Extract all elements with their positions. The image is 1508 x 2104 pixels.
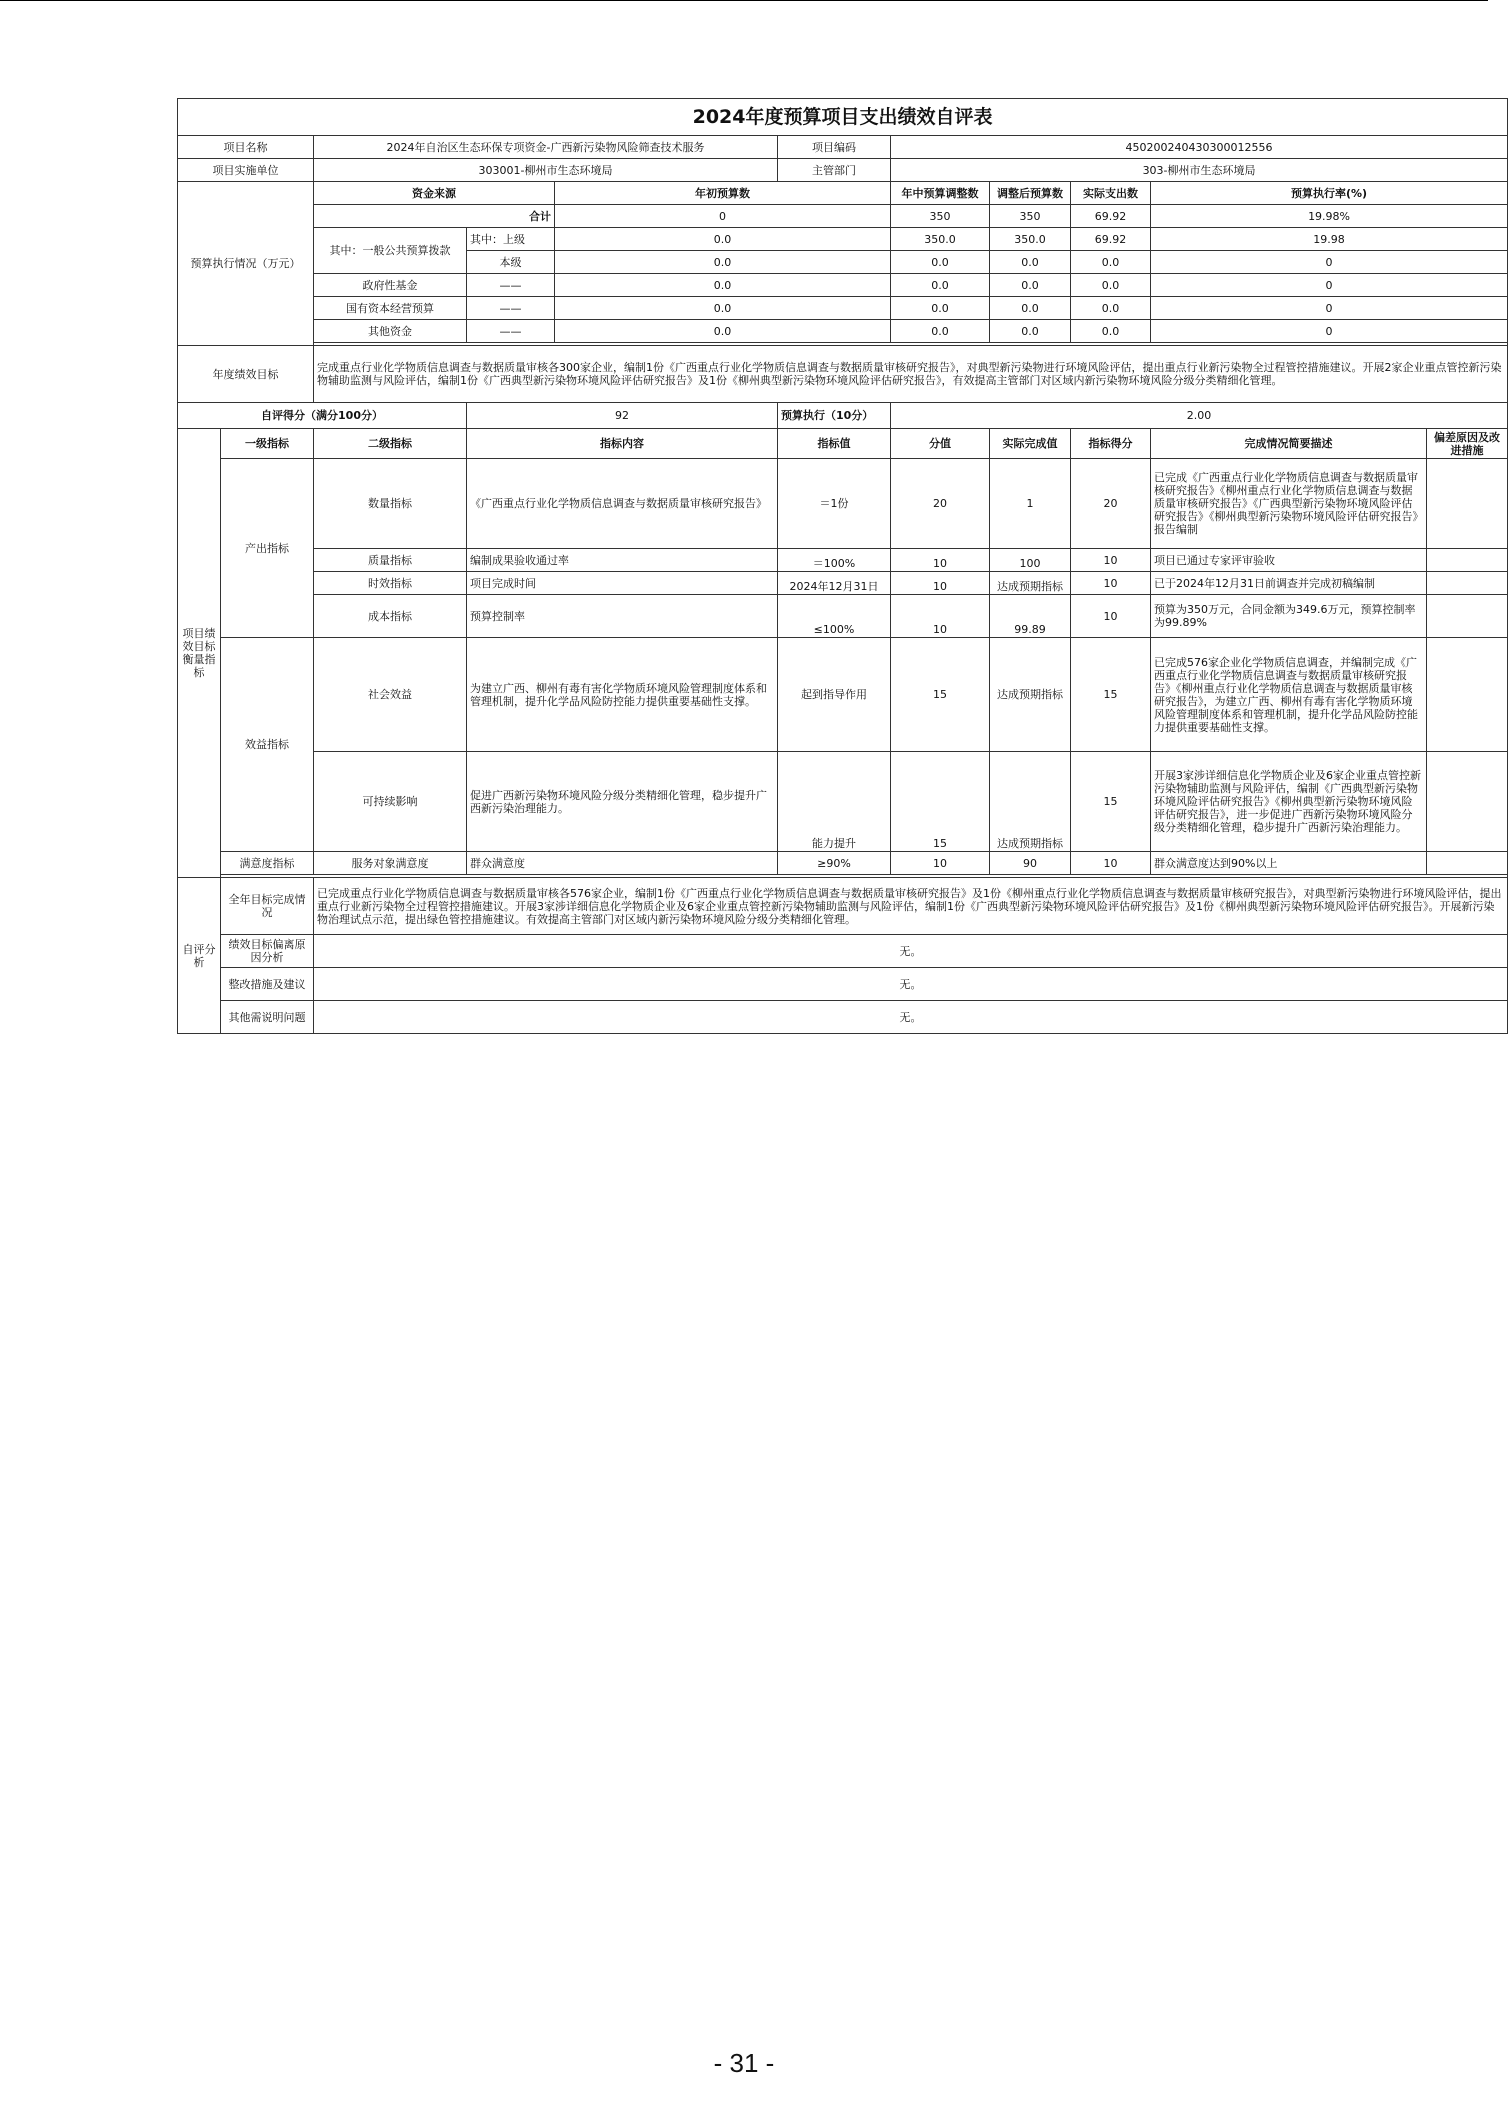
budget-state-capital-rate: 0 bbox=[1151, 297, 1508, 320]
ind-weight-sustainable: 15 bbox=[891, 752, 990, 852]
ind-header-weight: 分值 bbox=[891, 429, 990, 459]
budget-local-label: 本级 bbox=[467, 251, 555, 274]
budget-header-adjusted: 调整后预算数 bbox=[990, 182, 1071, 205]
satisfaction-indicator-label: 满意度指标 bbox=[221, 852, 314, 875]
ind-header-actual: 实际完成值 bbox=[990, 429, 1071, 459]
budget-total-adjusted: 350 bbox=[990, 205, 1071, 228]
budget-exec-score-label: 预算执行（10分） bbox=[778, 403, 891, 429]
budget-fund-actual: 0.0 bbox=[1071, 274, 1151, 297]
top-border-line bbox=[0, 0, 1488, 1]
budget-local-rate: 0 bbox=[1151, 251, 1508, 274]
ind-header-description: 完成情况简要描述 bbox=[1151, 429, 1427, 459]
ind-target-timeliness: 2024年12月31日 bbox=[778, 572, 891, 595]
ind-weight-social: 15 bbox=[891, 638, 990, 752]
analysis-other-text: 无。 bbox=[314, 1001, 1508, 1034]
ind-dev-social bbox=[1427, 638, 1508, 752]
analysis-rectification-text: 无。 bbox=[314, 968, 1508, 1001]
budget-other-dash: —— bbox=[467, 320, 555, 343]
budget-fund-rate: 0 bbox=[1151, 274, 1508, 297]
performance-evaluation-form bbox=[177, 98, 1502, 1034]
ind-score-quantity: 20 bbox=[1071, 459, 1151, 549]
budget-other-initial: 0.0 bbox=[555, 320, 891, 343]
annual-goal-text: 完成重点行业化学物质信息调查与数据质量审核各300家企业，编制1份《广西重点行业化学物质信息调查与数据质量审核研究报告》，对典型新污染物进行环境风险评估，提出重点行业新污染物全过程管控措施建议。开展2家企业重点管控新污染物辅助监测与风险评估，编制1份《广西典型新污染物环境风险评估研究报告》及1份《柳州典型新污染物环境风险评估研究报告》，有效提高主管部门对区域内新污染物环境风险分级分类精细化管理。 bbox=[314, 346, 1508, 403]
evaluation-table bbox=[177, 98, 1508, 1034]
budget-section-label: 预算执行情况（万元） bbox=[178, 182, 314, 346]
ind-target-quality: ＝100% bbox=[778, 549, 891, 572]
ind-l2-social: 社会效益 bbox=[314, 638, 467, 752]
budget-local-initial: 0.0 bbox=[555, 251, 891, 274]
ind-actual-timeliness: 达成预期指标 bbox=[990, 572, 1071, 595]
implementing-unit-label: 项目实施单位 bbox=[178, 159, 314, 182]
ind-header-level2: 二级指标 bbox=[314, 429, 467, 459]
benefit-indicator-label: 效益指标 bbox=[221, 638, 314, 852]
budget-fund-initial: 0.0 bbox=[555, 274, 891, 297]
ind-desc-quality: 项目已通过专家评审验收 bbox=[1151, 549, 1427, 572]
ind-l2-cost: 成本指标 bbox=[314, 595, 467, 638]
analysis-deviation-label: 绩效目标偏离原因分析 bbox=[221, 935, 314, 968]
budget-local-actual: 0.0 bbox=[1071, 251, 1151, 274]
budget-other-adjusted: 0.0 bbox=[990, 320, 1071, 343]
ind-desc-quantity: 已完成《广西重点行业化学物质信息调查与数据质量审核研究报告》《柳州重点行业化学物质信息调查与数据质量审核研究报告》《广西典型新污染物环境风险评估研究报告》《柳州典型新污染物环境风险评估研究报告》报告编制 bbox=[1151, 459, 1427, 549]
budget-local-adjustment: 0.0 bbox=[891, 251, 990, 274]
budget-fund-label: 政府性基金 bbox=[314, 274, 467, 297]
budget-other-label: 其他资金 bbox=[314, 320, 467, 343]
budget-header-actual: 实际支出数 bbox=[1071, 182, 1151, 205]
analysis-completion-label: 全年目标完成情况 bbox=[221, 878, 314, 935]
ind-header-target: 指标值 bbox=[778, 429, 891, 459]
ind-dev-sustainable bbox=[1427, 752, 1508, 852]
ind-dev-timeliness bbox=[1427, 572, 1508, 595]
ind-content-quality: 编制成果验收通过率 bbox=[467, 549, 778, 572]
ind-desc-cost: 预算为350万元，合同金额为349.6万元，预算控制率为99.89% bbox=[1151, 595, 1427, 638]
ind-l2-timeliness: 时效指标 bbox=[314, 572, 467, 595]
budget-upper-adjusted: 350.0 bbox=[990, 228, 1071, 251]
analysis-deviation-text: 无。 bbox=[314, 935, 1508, 968]
ind-l2-satisfaction: 服务对象满意度 bbox=[314, 852, 467, 875]
ind-weight-quantity: 20 bbox=[891, 459, 990, 549]
budget-fund-dash: —— bbox=[467, 274, 555, 297]
ind-target-quantity: ＝1份 bbox=[778, 459, 891, 549]
budget-total-label: 合计 bbox=[314, 205, 555, 228]
self-score-value: 92 bbox=[467, 403, 778, 429]
ind-actual-quantity: 1 bbox=[990, 459, 1071, 549]
analysis-rectification-label: 整改措施及建议 bbox=[221, 968, 314, 1001]
ind-l2-quality: 质量指标 bbox=[314, 549, 467, 572]
budget-state-capital-initial: 0.0 bbox=[555, 297, 891, 320]
ind-actual-social: 达成预期指标 bbox=[990, 638, 1071, 752]
ind-target-satisfaction: ≥90% bbox=[778, 852, 891, 875]
ind-weight-quality: 10 bbox=[891, 549, 990, 572]
ind-l2-sustainable: 可持续影响 bbox=[314, 752, 467, 852]
analysis-section-label: 自评分析 bbox=[178, 878, 221, 1034]
budget-upper-actual: 69.92 bbox=[1071, 228, 1151, 251]
ind-score-sustainable: 15 bbox=[1071, 752, 1151, 852]
ind-score-social: 15 bbox=[1071, 638, 1151, 752]
budget-header-rate: 预算执行率(%) bbox=[1151, 182, 1508, 205]
ind-actual-cost: 99.89 bbox=[990, 595, 1071, 638]
ind-content-cost: 预算控制率 bbox=[467, 595, 778, 638]
budget-state-capital-dash: —— bbox=[467, 297, 555, 320]
self-score-label: 自评得分（满分100分） bbox=[178, 403, 467, 429]
ind-content-satisfaction: 群众满意度 bbox=[467, 852, 778, 875]
budget-state-capital-adjusted: 0.0 bbox=[990, 297, 1071, 320]
ind-weight-cost: 10 bbox=[891, 595, 990, 638]
analysis-completion-text: 已完成重点行业化学物质信息调查与数据质量审核各576家企业，编制1份《广西重点行业化学物质信息调查与数据质量审核研究报告》及1份《柳州重点行业化学物质信息调查与数据质量审核研究报告》，对典型新污染物进行环境风险评估，提出重点行业新污染物全过程管控措施建议。开展3家涉详细信息化学物质企业及6家企业重点管控新污染物辅助监测与风险评估，编制1份《广西典型新污染物环境风险评估研究报告》及1份《柳州典型新污染物环境风险评估研究报告》。开展新污染物治理试点示范，提出绿色管控措施建议。有效提高主管部门对区域内新污染物环境风险分级分类精细化管理。 bbox=[314, 878, 1508, 935]
ind-header-content: 指标内容 bbox=[467, 429, 778, 459]
annual-goal-label: 年度绩效目标 bbox=[178, 346, 314, 403]
ind-dev-satisfaction bbox=[1427, 852, 1508, 875]
budget-header-adjustment: 年中预算调整数 bbox=[891, 182, 990, 205]
budget-total-initial: 0 bbox=[555, 205, 891, 228]
budget-state-capital-actual: 0.0 bbox=[1071, 297, 1151, 320]
budget-other-rate: 0 bbox=[1151, 320, 1508, 343]
ind-content-sustainable: 促进广西新污染物环境风险分级分类精细化管理，稳步提升广西新污染治理能力。 bbox=[467, 752, 778, 852]
budget-fund-adjusted: 0.0 bbox=[990, 274, 1071, 297]
project-name-value: 2024年自治区生态环保专项资金-广西新污染物风险筛查技术服务 bbox=[314, 136, 778, 159]
project-name-label: 项目名称 bbox=[178, 136, 314, 159]
budget-header-initial: 年初预算数 bbox=[555, 182, 891, 205]
ind-header-deviation: 偏差原因及改进措施 bbox=[1427, 429, 1508, 459]
ind-actual-sustainable: 达成预期指标 bbox=[990, 752, 1071, 852]
project-code-label: 项目编码 bbox=[778, 136, 891, 159]
ind-dev-cost bbox=[1427, 595, 1508, 638]
ind-target-cost: ≤100% bbox=[778, 595, 891, 638]
budget-total-adjustment: 350 bbox=[891, 205, 990, 228]
budget-upper-rate: 19.98 bbox=[1151, 228, 1508, 251]
budget-state-capital-label: 国有资本经营预算 bbox=[314, 297, 467, 320]
output-indicator-label: 产出指标 bbox=[221, 459, 314, 638]
ind-header-level1: 一级指标 bbox=[221, 429, 314, 459]
general-budget-label: 其中：一般公共预算拨款 bbox=[314, 228, 467, 274]
ind-score-quality: 10 bbox=[1071, 549, 1151, 572]
budget-header-source: 资金来源 bbox=[314, 182, 555, 205]
ind-content-timeliness: 项目完成时间 bbox=[467, 572, 778, 595]
budget-exec-score-value: 2.00 bbox=[891, 403, 1508, 429]
budget-total-actual: 69.92 bbox=[1071, 205, 1151, 228]
ind-actual-quality: 100 bbox=[990, 549, 1071, 572]
budget-total-rate: 19.98% bbox=[1151, 205, 1508, 228]
supervising-dept-value: 303-柳州市生态环境局 bbox=[891, 159, 1508, 182]
ind-score-satisfaction: 10 bbox=[1071, 852, 1151, 875]
ind-target-sustainable: 能力提升 bbox=[778, 752, 891, 852]
ind-desc-timeliness: 已于2024年12月31日前调查并完成初稿编制 bbox=[1151, 572, 1427, 595]
ind-content-quantity: 《广西重点行业化学物质信息调查与数据质量审核研究报告》 bbox=[467, 459, 778, 549]
ind-weight-satisfaction: 10 bbox=[891, 852, 990, 875]
budget-fund-adjustment: 0.0 bbox=[891, 274, 990, 297]
supervising-dept-label: 主管部门 bbox=[778, 159, 891, 182]
implementing-unit-value: 303001-柳州市生态环境局 bbox=[314, 159, 778, 182]
ind-header-score: 指标得分 bbox=[1071, 429, 1151, 459]
ind-target-social: 起到指导作用 bbox=[778, 638, 891, 752]
ind-score-timeliness: 10 bbox=[1071, 572, 1151, 595]
page-number: - 31 - bbox=[713, 2048, 775, 2078]
budget-upper-adjustment: 350.0 bbox=[891, 228, 990, 251]
budget-other-actual: 0.0 bbox=[1071, 320, 1151, 343]
project-code-value: 450200240430300012556 bbox=[891, 136, 1508, 159]
budget-state-capital-adjustment: 0.0 bbox=[891, 297, 990, 320]
ind-desc-sustainable: 开展3家涉详细信息化学物质企业及6家企业重点管控新污染物辅助监测与风险评估，编制《广西典型新污染物环境风险评估研究报告》《柳州典型新污染物环境风险评估研究报告》，进一步促进广西新污染物环境风险分级分类精细化管理，稳步提升广西新污染治理能力。 bbox=[1151, 752, 1427, 852]
budget-local-adjusted: 0.0 bbox=[990, 251, 1071, 274]
ind-actual-satisfaction: 90 bbox=[990, 852, 1071, 875]
form-title: 2024年度预算项目支出绩效自评表 bbox=[178, 99, 1508, 136]
ind-l2-quantity: 数量指标 bbox=[314, 459, 467, 549]
ind-desc-satisfaction: 群众满意度达到90%以上 bbox=[1151, 852, 1427, 875]
ind-score-cost: 10 bbox=[1071, 595, 1151, 638]
budget-other-adjustment: 0.0 bbox=[891, 320, 990, 343]
ind-weight-timeliness: 10 bbox=[891, 572, 990, 595]
ind-dev-quantity bbox=[1427, 459, 1508, 549]
budget-upper-initial: 0.0 bbox=[555, 228, 891, 251]
analysis-other-label: 其他需说明问题 bbox=[221, 1001, 314, 1034]
ind-desc-social: 已完成576家企业化学物质信息调查，并编制完成《广西重点行业化学物质信息调查与数据质量审核研究报告》《柳州重点行业化学物质信息调查与数据质量审核研究报告》，为建立广西、柳州有毒有害化学物质环境风险管理制度体系和管理机制，提升化学品风险防控能力提供重要基础性支撑。 bbox=[1151, 638, 1427, 752]
ind-dev-quality bbox=[1427, 549, 1508, 572]
budget-upper-label: 其中：上级 bbox=[467, 228, 555, 251]
indicators-section-label: 项目绩效目标衡量指标 bbox=[178, 429, 221, 878]
ind-content-social: 为建立广西、柳州有毒有害化学物质环境风险管理制度体系和管理机制，提升化学品风险防控能力提供重要基础性支撑。 bbox=[467, 638, 778, 752]
